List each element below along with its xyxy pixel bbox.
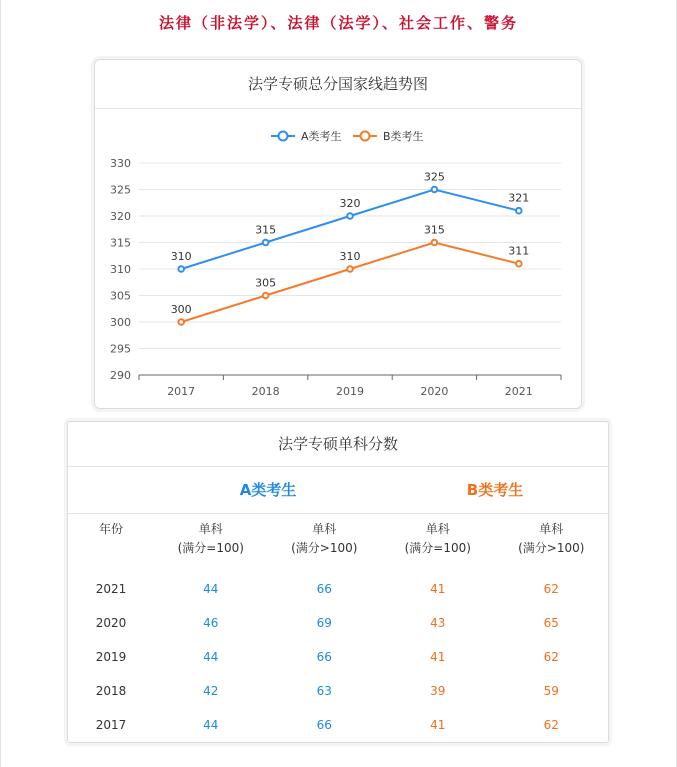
data-label: 321 <box>508 191 530 205</box>
data-label: 315 <box>423 223 445 237</box>
year-cell: 2020 <box>95 616 127 630</box>
col-subheader: (满分=100) <box>404 541 471 555</box>
b100-cell: 39 <box>430 684 446 698</box>
aover-cell: 66 <box>316 582 332 596</box>
col-header-b100 <box>381 520 495 572</box>
data-label: 325 <box>423 170 445 184</box>
year-header: 年份 <box>98 522 123 536</box>
aover-cell: 63 <box>316 684 332 698</box>
bover-cell: 62 <box>543 582 559 596</box>
legend-swatch-marker <box>279 132 288 141</box>
table-row <box>68 572 608 606</box>
bover-cell: 59 <box>543 684 559 698</box>
bover-cell: 62 <box>543 650 559 664</box>
table-header-row <box>68 520 608 572</box>
group-a-label: A类考生 <box>239 481 297 499</box>
legend-label: A类考生 <box>301 130 342 143</box>
a100-cell: 46 <box>203 616 219 630</box>
y-tick-label: 320 <box>110 210 131 223</box>
aover-cell: 66 <box>316 718 332 732</box>
data-point <box>516 208 522 214</box>
scores-card <box>67 421 609 743</box>
y-tick-label: 310 <box>110 263 131 276</box>
col-subheader: (满分>100) <box>518 541 585 555</box>
chart-card <box>94 59 582 409</box>
data-label: 300 <box>170 303 192 316</box>
x-tick-label: 2019 <box>336 385 364 398</box>
x-tick-label: 2020 <box>420 385 449 398</box>
table-row <box>68 708 608 742</box>
b100-cell: 43 <box>430 616 446 630</box>
a100-cell: 44 <box>203 582 219 596</box>
col-subheader: (满分>100) <box>291 541 358 555</box>
data-point <box>432 187 438 193</box>
legend-label: B类考生 <box>383 130 424 143</box>
y-tick-label: 290 <box>110 369 131 382</box>
b100-cell: 41 <box>430 582 446 596</box>
x-tick-label: 2018 <box>251 385 280 398</box>
scores-table <box>68 520 608 742</box>
group-header-row <box>68 467 608 514</box>
table-row <box>68 606 608 640</box>
year-cell: 2017 <box>95 718 127 732</box>
a100-cell: 44 <box>203 718 219 732</box>
group-b-label: B类考生 <box>466 481 524 499</box>
line-chart <box>95 60 583 410</box>
data-point <box>178 319 184 325</box>
data-label: 315 <box>255 223 277 237</box>
legend-swatch-marker <box>361 132 370 141</box>
x-tick-label: 2017 <box>167 385 196 398</box>
data-point <box>178 266 184 272</box>
year-cell: 2021 <box>95 582 127 596</box>
y-tick-label: 330 <box>110 157 131 170</box>
aover-cell: 69 <box>316 616 332 630</box>
y-tick-label: 295 <box>110 342 131 356</box>
col-header-label: 单科 <box>312 522 337 536</box>
col-header-aover <box>268 520 382 572</box>
data-point <box>263 293 269 299</box>
y-tick-label: 325 <box>110 183 131 197</box>
col-header-label: 单科 <box>539 522 564 536</box>
col-header-label: 单科 <box>198 522 223 536</box>
y-tick-label: 300 <box>110 316 131 329</box>
a100-cell: 42 <box>203 684 219 698</box>
b100-cell: 41 <box>430 650 446 664</box>
col-subheader: (满分=100) <box>177 541 244 555</box>
chart-title: 法学专硕总分国家线趋势图 <box>95 60 581 109</box>
data-label: 320 <box>339 197 361 210</box>
year-cell: 2019 <box>95 650 127 664</box>
year-cell: 2018 <box>95 684 127 698</box>
data-point <box>347 213 353 219</box>
bover-cell: 62 <box>543 718 559 732</box>
data-point <box>516 261 522 267</box>
y-tick-label: 315 <box>110 236 131 250</box>
data-label: 310 <box>170 250 192 263</box>
data-point <box>432 240 438 246</box>
col-header-label: 单科 <box>425 522 450 536</box>
a100-cell: 44 <box>203 650 219 664</box>
b100-cell: 41 <box>430 718 446 732</box>
aover-cell: 66 <box>316 650 332 664</box>
col-header-a100 <box>154 520 268 572</box>
data-point <box>347 266 353 272</box>
data-point <box>263 240 269 246</box>
data-label: 305 <box>255 276 277 290</box>
data-label: 310 <box>339 250 361 263</box>
col-header-bover <box>495 520 609 572</box>
y-tick-label: 305 <box>110 289 131 303</box>
table-row <box>68 640 608 674</box>
page-headline: 法律（非法学）、法律（法学）、社会工作、警务 <box>158 14 518 32</box>
table-row <box>68 674 608 708</box>
scores-title: 法学专硕单科分数 <box>68 422 608 467</box>
x-tick-label: 2021 <box>504 385 533 398</box>
bover-cell: 65 <box>543 616 559 630</box>
left-page-edge <box>0 0 1 767</box>
data-label: 311 <box>508 244 530 258</box>
